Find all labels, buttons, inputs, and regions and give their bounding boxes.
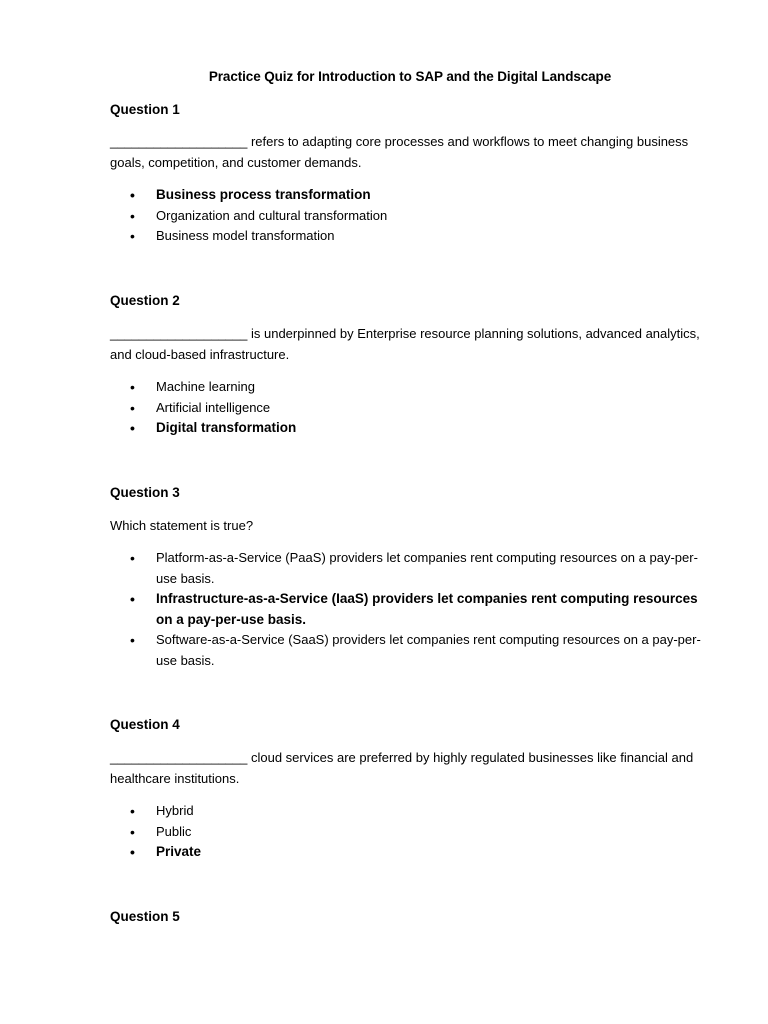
option-label: Hybrid bbox=[156, 803, 194, 818]
question-4-heading: Question 4 bbox=[110, 717, 180, 732]
option-label: Machine learning bbox=[156, 379, 256, 394]
question-3-text: Which statement is true? bbox=[110, 518, 254, 533]
bullet-icon: • bbox=[130, 228, 135, 244]
question-4-text: ___________________ cloud services are preferred by highly regulated businesses like financial and healthcare institutions. bbox=[110, 750, 694, 786]
bullet-icon: • bbox=[130, 379, 135, 395]
bullet-icon: • bbox=[130, 844, 135, 860]
bullet-icon: • bbox=[130, 207, 135, 224]
question-3-option-2 bbox=[110, 589, 710, 630]
option-label: Software-as-a-Service (SaaS) providers let companies rent computing resources on a pay-per-use basis. bbox=[156, 632, 701, 668]
bullet-icon: • bbox=[130, 550, 135, 566]
question-3-option-1 bbox=[110, 548, 710, 589]
question-3-heading: Question 3 bbox=[110, 485, 180, 500]
question-3-option-3 bbox=[110, 630, 710, 671]
question-4-option-1 bbox=[110, 801, 710, 822]
option-label: Infrastructure-as-a-Service (IaaS) providers let companies rent computing resources on a pay-per-use basis. bbox=[156, 591, 698, 627]
option-label: Digital transformation bbox=[156, 420, 297, 435]
option-label: Organization and cultural transformation bbox=[156, 207, 388, 223]
question-1-options bbox=[110, 185, 710, 247]
question-2-option-2 bbox=[110, 398, 710, 419]
option-label: Business model transformation bbox=[156, 228, 335, 243]
bullet-icon: • bbox=[130, 632, 135, 648]
option-label: Public bbox=[156, 823, 192, 839]
bullet-icon: • bbox=[130, 399, 135, 416]
bullet-icon: • bbox=[130, 803, 135, 819]
option-label: Platform-as-a-Service (PaaS) providers let companies rent computing resources on a pay-per-use basis. bbox=[156, 550, 698, 586]
question-4-option-2 bbox=[110, 822, 710, 843]
question-4-options bbox=[110, 801, 710, 863]
question-1-option-1 bbox=[110, 185, 710, 206]
option-label: Artificial intelligence bbox=[156, 399, 271, 415]
question-1-option-2 bbox=[110, 206, 710, 227]
option-label: Private bbox=[156, 844, 202, 859]
question-2-options bbox=[110, 377, 710, 439]
question-1-heading: Question 1 bbox=[110, 102, 180, 117]
question-3-options bbox=[110, 548, 710, 671]
question-5-heading: Question 5 bbox=[110, 909, 180, 924]
question-2-option-1 bbox=[110, 377, 710, 398]
option-label: Business process transformation bbox=[156, 187, 371, 202]
question-1-option-3 bbox=[110, 226, 710, 247]
document-title: Practice Quiz for Introduction to SAP and the Digital Landscape bbox=[208, 69, 612, 84]
question-4-option-3 bbox=[110, 842, 710, 863]
bullet-icon: • bbox=[130, 823, 135, 840]
bullet-icon: • bbox=[130, 187, 135, 203]
question-1-text: ___________________ refers to adapting core processes and workflows to meet changing business goals, competition, and customer demands. bbox=[110, 134, 689, 170]
question-2-text: ___________________ is underpinned by Enterprise resource planning solutions, advanced analytics, and cloud-based infrastructure. bbox=[110, 326, 700, 362]
question-2-heading: Question 2 bbox=[110, 293, 180, 308]
bullet-icon: • bbox=[130, 420, 135, 436]
question-2-option-3 bbox=[110, 418, 710, 439]
bullet-icon: • bbox=[130, 591, 135, 607]
